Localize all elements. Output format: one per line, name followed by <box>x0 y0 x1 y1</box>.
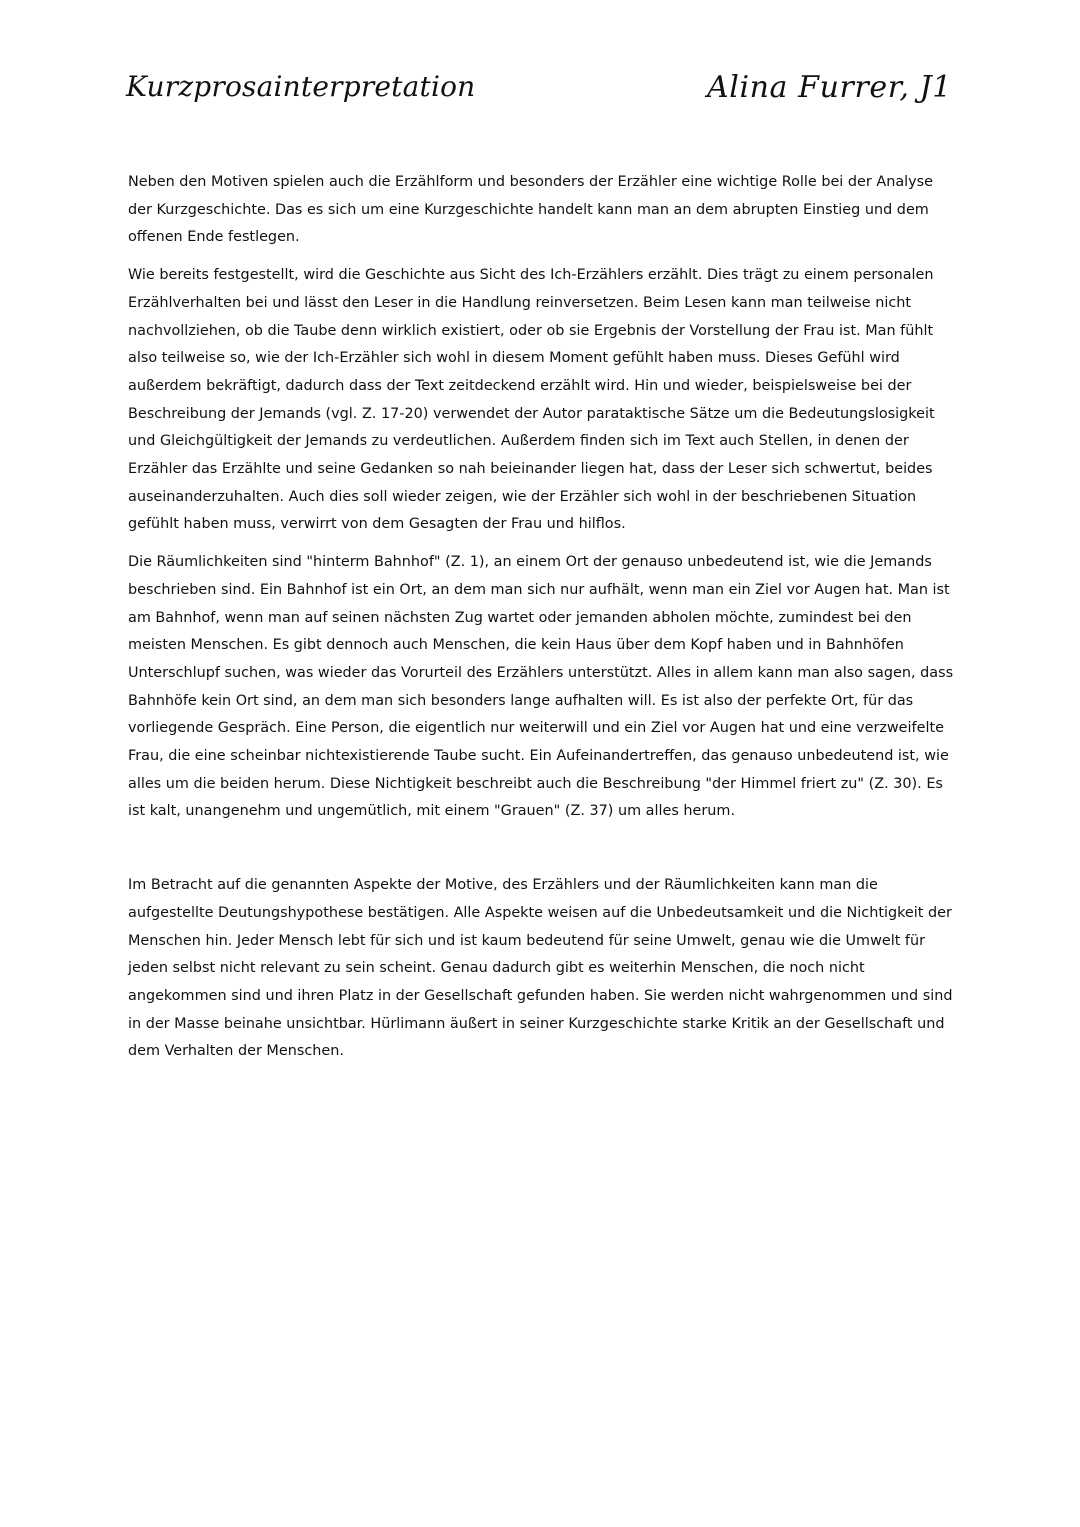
paragraph-conclusion: Im Betracht auf die genannten Aspekte der Motive, des Erzählers und der Räumlichkeiten kann man die aufgestellte Deutungshypothese bestätigen. Alle Aspekte weisen auf die Unbedeutsamkeit und die Nichtigkeit der Menschen hin. Jeder Mensch lebt für sich und ist kaum bedeutend für seine Umwelt, genau wie die Umwelt für jeden selbst nicht relevant zu sein scheint. Genau dadurch gibt es weiterhin Menschen, die noch nicht angekommen sind und ihren Platz in der Gesellschaft gefunden haben. Sie werden nicht wahrgenommen und sind in der Masse beinahe unsichtbar. Hürlimann äußert in seiner Kurzgeschichte starke Kritik an der Gesellschaft und dem Verhalten der Menschen. <box>128 877 953 1060</box>
author-name: Alina Furrer, J1 <box>706 70 952 105</box>
paragraph-narrative-form: Neben den Motiven spielen auch die Erzählform und besonders der Erzähler eine wichtige Rolle bei der Analyse der Kurzgeschichte. Das es sich um eine Kurzgeschichte handelt kann man an dem abrupten Einstieg und dem offenen Ende festlegen. <box>128 174 934 246</box>
paragraph-narrator: Wie bereits festgestellt, wird die Geschichte aus Sicht des Ich-Erzählers erzählt. Dies trägt zu einem personalen Erzählverhalten bei und lässt den Leser in die Handlung reinversetzen. Beim Lesen kann man teilweise nicht nachvollziehen, ob die Taube denn wirklich existiert, oder ob sie Ergebnis der Vorstellung der Frau ist. Man fühlt also teilweise so, wie der Ich-Erzähler sich wohl in diesem Moment gefühlt haben muss. Dieses Gefühl wird außerdem bekräftigt, dadurch dass der Text zeitdeckend erzählt wird. Hin und wieder, beispielsweise bei der Beschreibung der Jemands (vgl. Z. 17-20) verwendet der Autor parataktische Sätze um die Bedeutungslosigkeit und Gleichgültigkeit der Jemands zu verdeutlichen. Außerdem finden sich im Text auch Stellen, in denen der Erzähler das Erzählte und seine Gedanken so nah beieinander liegen hat, dass der Leser sich schwertut, beides auseinanderzuhalten. Auch dies soll wieder zeigen, wie der Erzähler sich wohl in der beschriebenen Situation gefühlt haben muss, verwirrt von dem Gesagten der Frau und hilflos. <box>128 267 935 533</box>
document-title: Kurzprosainterpretation <box>126 70 476 103</box>
paragraph-setting: Die Räumlichkeiten sind "hinterm Bahnhof" (Z. 1), an einem Ort der genauso unbedeutend ist, wie die Jemands beschrieben sind. Ein Bahnhof ist ein Ort, an dem man sich nur aufhält, wenn man ein Ziel vor Augen hat. Man ist am Bahnhof, wenn man auf seinen nächsten Zug wartet oder jemanden abholen möchte, zumindest bei den meisten Menschen. Es gibt dennoch auch Menschen, die kein Haus über dem Kopf haben und in Bahnhöfen Unterschlupf suchen, was wieder das Vorurteil des Erzählers unterstützt. Alles in allem kann man also sagen, dass Bahnhöfe kein Ort sind, an dem man sich besonders lange aufhalten will. Es ist also der perfekte Ort, für das vorliegende Gespräch. Eine Person, die eigentlich nur weiterwill und ein Ziel vor Augen hat und eine verzweifelte Frau, die eine scheinbar nichtexistierende Taube sucht. Ein Aufeinandertreffen, das genauso unbedeutend ist, wie alles um die beiden herum. Diese Nichtigkeit beschreibt auch die Beschreibung "der Himmel friert zu" (Z. 30). Es ist kalt, unangenehm und ungemütlich, mit einem "Grauen" (Z. 37) um alles herum. <box>128 554 954 820</box>
document-body <box>128 169 954 1076</box>
